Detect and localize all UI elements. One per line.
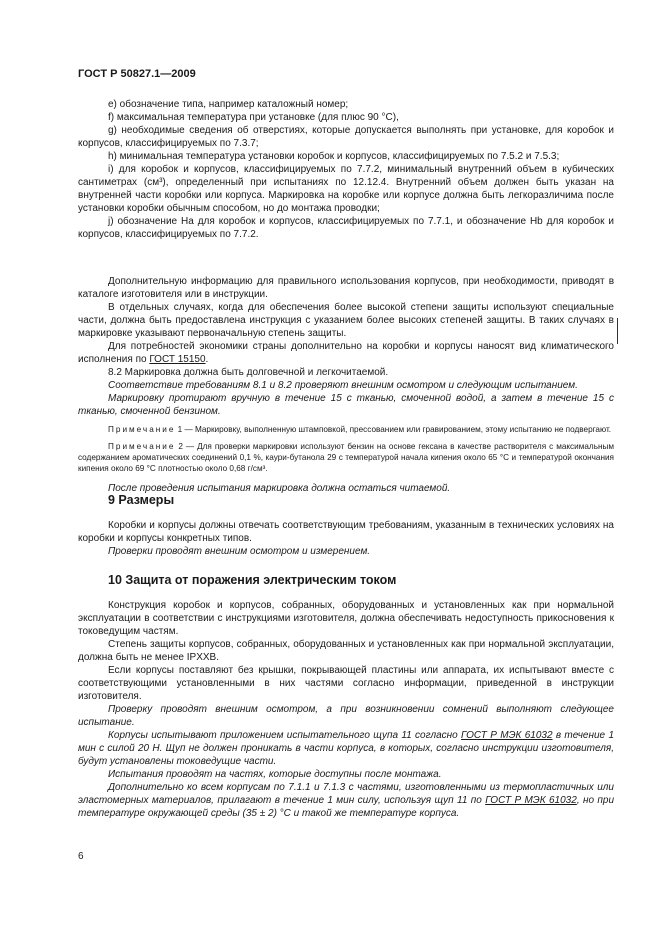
clause-8-2: 8.2 Маркировка должна быть долговечной и легкочитаемой. xyxy=(108,367,389,378)
note-2 xyxy=(78,441,614,474)
section-heading: 9 Размеры xyxy=(108,493,175,507)
text: . xyxy=(205,354,209,365)
gost-iec-61032-link[interactable]: ГОСТ Р МЭК 61032 xyxy=(485,795,577,806)
list-item-e: e) обозначение типа, например каталожный номер; xyxy=(108,99,349,110)
paragraph xyxy=(78,781,614,820)
gost-15150-link[interactable]: ГОСТ 15150 xyxy=(149,354,206,365)
list-item-g: g) необходимые сведения об отверстиях, которые допускается выполнять при установке, для коробок и корпусов, классифицируемых по 7.3.7; xyxy=(78,125,614,149)
text: , но при температуре окружающей среды (35 ± 2) °С и такой же температуре корпуса. xyxy=(78,795,614,819)
paragraph: Маркировку протирают вручную в течение 15 с тканью, смоченной водой, а затем в течение 15 с тканью, смоченной бензином. xyxy=(78,393,614,417)
list-item-h: h) минимальная температура установки коробок и корпусов, классифицируемых по 7.5.2 и 7.5.3; xyxy=(108,151,560,162)
paragraph: Коробки и корпусы должны отвечать соответствующим требованиям, указанным в технических условиях на коробки и корпусы конкретных типов. xyxy=(78,520,614,544)
paragraph: Степень защиты корпусов, собранных, оборудованных и установленных как при нормальной эксплуатации, должна быть не менее IPXXB. xyxy=(78,639,614,663)
gost-iec-61032-link[interactable]: ГОСТ Р МЭК 61032 xyxy=(461,730,553,741)
paragraph: Если корпусы поставляют без крышки, покрывающей пластины или аппарата, их испытывают вместе с соответствующими установленными в них частями согласно информации, приведенной в инструкции изготовителя. xyxy=(78,665,614,702)
note-label: Примечание xyxy=(108,442,176,451)
note-1 xyxy=(78,424,614,435)
note-text: 1 — Маркировку, выполненную штамповкой, прессованием или гравированием, этому испытанию не подвергают. xyxy=(175,425,612,434)
paragraph: Испытания проводят на частях, которые доступны после монтажа. xyxy=(108,769,442,780)
section-9 xyxy=(78,494,614,558)
document-code: ГОСТ Р 50827.1—2009 xyxy=(78,68,196,80)
text: в течение 1 мин с силой 20 Н. Щуп не должен проникать в части корпуса, в которых, согласно инструкции изготовителя, будут установлены токоведущие части. xyxy=(78,730,615,767)
list-item-i: i) для коробок и корпусов, классифицируемых по 7.7.2, минимальный внутренний объем в кубических сантиметрах (см³), определенный при испытаниях по 12.12.4. Внутренний объем должен быть указан на внутренней части коробки или корпуса. Маркировка на коробке или корпусе должна быть легкоразличима после установки коробки обычным способом, но до монтажа проводки; xyxy=(78,164,614,214)
paragraph: Проверки проводят внешним осмотром и измерением. xyxy=(108,546,371,557)
paragraph xyxy=(78,340,614,366)
paragraph: В отдельных случаях, когда для обеспечения более высокой степени защиты используют специальные части, должна быть предоставлена инструкция с указанием более высоких степеней защиты. В таких случаях в маркировке указывают первоначальную степень защиты. xyxy=(78,302,614,339)
paragraph: Соответствие требованиям 8.1 и 8.2 проверяют внешним осмотром и следующим испытанием. xyxy=(108,380,578,391)
note-label: Примечание xyxy=(108,425,176,434)
note-text: 2 — Для проверки маркировки используют бензин на основе гексана в качестве растворителя с максимальным содержанием ароматических соединений 0,1 %, каури-бутанола 29 с температурой начала кипения около 65 °C и температурой окончания кипения около 69 °C плотностью около 0,68 г/см³. xyxy=(78,442,614,473)
section-10 xyxy=(78,574,614,820)
page-number: 6 xyxy=(78,851,84,862)
list-item-f: f) максимальная температура при установке (для плюс 90 °C), xyxy=(108,112,399,123)
paragraph: Дополнительную информацию для правильного использования корпусов, при необходимости, приводят в каталоге изготовителя или в инструкции. xyxy=(78,276,614,300)
section-8-body xyxy=(78,275,614,495)
paragraph: Проверку проводят внешним осмотром, а при возникновении сомнений выполняют следующее испытание. xyxy=(78,704,614,728)
marking-list xyxy=(78,98,614,241)
paragraph xyxy=(78,729,614,768)
text: Корпусы испытывают приложением испытательного щупа 11 согласно xyxy=(108,730,462,741)
paragraph: Конструкция коробок и корпусов, собранных, оборудованных и установленных как при нормальной эксплуатации в соответствии с инструкциями изготовителя, должна обеспечивать недоступность прикосновения к токоведущим частям. xyxy=(78,600,614,637)
section-heading: 10 Защита от поражения электрическим током xyxy=(108,573,397,587)
paragraph: После проведения испытания маркировка должна остаться читаемой. xyxy=(108,483,451,494)
text: Дополнительно ко всем корпусам по 7.1.1 и 7.1.3 с частями, изготовленными из термопластичных или эластомерных материалов, прилагают в течение 1 мин силу, используя щуп 11 по xyxy=(78,782,614,806)
change-bar xyxy=(617,318,618,344)
list-item-j: j) обозначение Ha для коробок и корпусов, классифицируемых по 7.7.1, и обозначение Hb для коробок и корпусов, классифицируемых по 7.7.2. xyxy=(78,216,614,240)
text: Для потребностей экономики страны дополнительно на коробки и корпусы наносят вид климатического исполнения по xyxy=(78,341,614,365)
